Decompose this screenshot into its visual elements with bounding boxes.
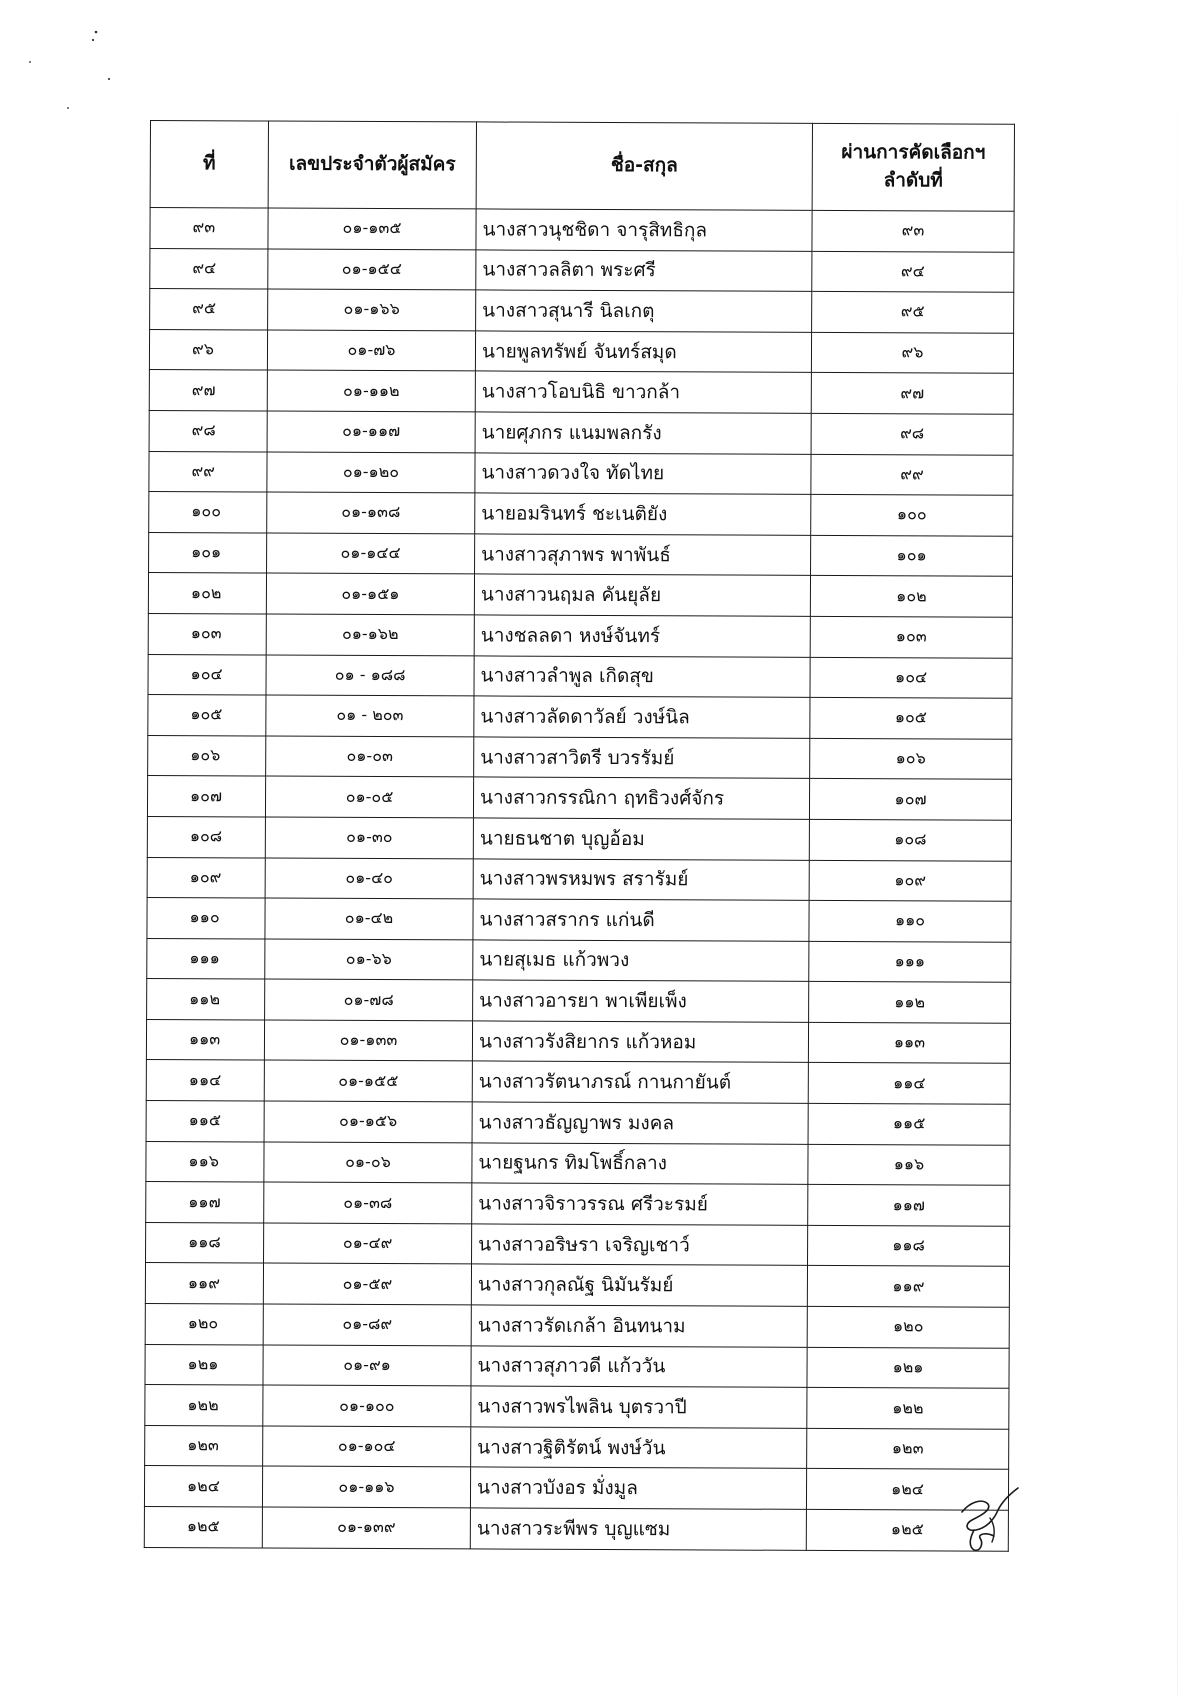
cell-rank: ๑๑๐	[809, 900, 1011, 941]
cell-no: ๑๐๐	[149, 492, 267, 533]
cell-no: ๑๐๒	[148, 573, 266, 614]
cell-applicant-id: ๐๑-๖๖	[265, 939, 473, 981]
cell-no: ๑๒๑	[145, 1344, 263, 1385]
table-row	[150, 248, 1014, 292]
cell-applicant-id: ๐๑-๔๙	[264, 1223, 472, 1265]
cell-rank: ๑๒๕	[806, 1509, 1008, 1550]
table-row	[150, 208, 1014, 252]
table-row	[146, 1222, 1010, 1266]
cell-name: นางสาวสุภาวดี แก้ววัน	[471, 1346, 807, 1388]
table-row	[147, 776, 1011, 820]
results-table	[144, 120, 1015, 1551]
cell-rank: ๑๐๙	[809, 860, 1011, 901]
cell-rank: ๑๑๒	[809, 982, 1011, 1023]
cell-no: ๑๒๔	[144, 1466, 262, 1507]
cell-rank: ๙๓	[812, 210, 1014, 251]
table-row	[147, 898, 1011, 942]
header-name: ชื่อ-สกุล	[476, 122, 812, 210]
cell-rank: ๑๑๑	[809, 941, 1011, 982]
header-no: ที่	[150, 121, 268, 209]
cell-no: ๑๒๕	[144, 1506, 262, 1547]
header-row	[150, 121, 1014, 212]
handwritten-signature-icon	[950, 1484, 1020, 1554]
cell-no: ๑๑๕	[146, 1101, 264, 1142]
table-row	[148, 573, 1012, 617]
table-row	[145, 1344, 1009, 1388]
header-rank-line2: ลำดับที่	[883, 169, 943, 192]
cell-applicant-id: ๐๑-๐๖	[264, 1142, 472, 1184]
cell-no: ๑๑๖	[146, 1141, 264, 1182]
cell-applicant-id: ๐๑-๑๑๗	[267, 411, 475, 453]
cell-rank: ๑๑๕	[808, 1103, 1010, 1144]
cell-applicant-id: ๐๑-๑๓๙	[262, 1507, 470, 1549]
cell-rank: ๑๐๔	[810, 657, 1012, 698]
cell-no: ๑๐๕	[148, 695, 266, 736]
cell-name: นายธนชาต บุญอ้อม	[473, 818, 809, 860]
table-row	[149, 451, 1013, 495]
cell-name: นางสาวระพีพร บุญแซม	[470, 1508, 806, 1550]
cell-applicant-id: ๐๑-๔๒	[265, 898, 473, 940]
cell-applicant-id: ๐๑-๑๐๔	[263, 1426, 471, 1468]
cell-rank: ๑๒๒	[807, 1388, 1009, 1429]
cell-no: ๑๑๐	[147, 898, 265, 939]
cell-name: นางสาวโอบนิธิ ขาวกล้า	[475, 371, 811, 413]
cell-name: นายพูลทรัพย์ จันทร์สมุด	[475, 331, 811, 373]
cell-name: นางสาวบังอร มั่งมูล	[470, 1467, 806, 1509]
cell-no: ๑๐๘	[147, 816, 265, 857]
table-row	[144, 1506, 1008, 1550]
cell-rank: ๑๐๑	[811, 535, 1013, 576]
cell-applicant-id: ๐๑-๑๕๔	[268, 249, 476, 291]
cell-applicant-id: ๐๑-๙๑	[263, 1345, 471, 1387]
cell-no: ๑๑๙	[145, 1263, 263, 1304]
table-row	[146, 1182, 1010, 1226]
cell-applicant-id: ๐๑ - ๑๘๘	[266, 655, 474, 697]
cell-rank: ๑๑๔	[808, 1063, 1010, 1104]
table-row	[149, 492, 1013, 536]
cell-name: นางสาวดวงใจ ทัดไทย	[475, 452, 811, 494]
cell-no: ๑๑๒	[147, 979, 265, 1020]
table-body	[144, 208, 1014, 1551]
cell-rank: ๙๘	[811, 413, 1013, 454]
cell-rank: ๙๙	[811, 454, 1013, 495]
cell-applicant-id: ๐๑-๑๓๕	[268, 208, 476, 250]
cell-rank: ๑๐๘	[809, 819, 1011, 860]
cell-name: นายสุเมธ แก้วพวง	[473, 940, 809, 982]
cell-name: นายศุภกร แนมพลกรัง	[475, 412, 811, 454]
cell-name: นางสาวรัดเกล้า อินทนาม	[471, 1305, 807, 1347]
cell-no: ๑๐๑	[149, 532, 267, 573]
cell-name: นางสาวนุชชิดา จารุสิทธิกุล	[476, 209, 812, 251]
cell-no: ๙๗	[149, 370, 267, 411]
table-row	[149, 329, 1013, 373]
cell-no: ๑๐๙	[147, 857, 265, 898]
scan-edge-shadow	[1177, 0, 1178, 1697]
cell-no: ๑๒๓	[145, 1425, 263, 1466]
cell-applicant-id: ๐๑-๑๐๐	[263, 1385, 471, 1427]
cell-name: นางสาวอารยา พาเพียเพ็ง	[473, 980, 809, 1022]
cell-name: นางสาวลำพูล เกิดสุข	[474, 655, 810, 697]
cell-rank: ๑๑๘	[808, 1225, 1010, 1266]
cell-rank: ๑๑๗	[808, 1185, 1010, 1226]
table-row	[148, 695, 1012, 739]
table-row	[144, 1466, 1008, 1510]
table-row	[145, 1263, 1009, 1307]
cell-rank: ๑๑๓	[808, 1022, 1010, 1063]
cell-name: นางสาวสุภาพร พาพันธ์	[475, 534, 811, 576]
cell-no: ๙๖	[149, 329, 267, 370]
cell-rank: ๙๕	[812, 292, 1014, 333]
cell-rank: ๙๗	[811, 373, 1013, 414]
cell-applicant-id: ๐๑-๑๑๖	[262, 1466, 470, 1508]
header-applicant-id: เลขประจำตัวผู้สมัคร	[268, 121, 476, 209]
cell-applicant-id: ๐๑-๐๓	[266, 736, 474, 778]
cell-name: นางสาวจิราวรรณ ศรีวะรมย์	[472, 1183, 808, 1225]
cell-rank: ๑๐๒	[810, 576, 1012, 617]
cell-rank: ๑๒๔	[806, 1469, 1008, 1510]
table-row	[149, 532, 1013, 576]
table-row	[145, 1425, 1009, 1469]
cell-name: นางสาวธัญญาพร มงคล	[472, 1102, 808, 1144]
table-header	[150, 121, 1014, 212]
cell-no: ๑๑๗	[146, 1182, 264, 1223]
table-row	[146, 1019, 1010, 1063]
cell-no: ๑๑๘	[146, 1222, 264, 1263]
cell-name: นางสาวนฤมล คันยุลัย	[474, 574, 810, 616]
cell-rank: ๑๑๖	[808, 1144, 1010, 1185]
cell-applicant-id: ๐๑-๓๐	[265, 817, 473, 859]
cell-rank: ๑๑๙	[807, 1266, 1009, 1307]
cell-no: ๑๒๐	[145, 1304, 263, 1345]
cell-applicant-id: ๐๑-๑๕๖	[264, 1101, 472, 1143]
cell-no: ๑๐๗	[147, 776, 265, 817]
cell-applicant-id: ๐๑-๑๕๕	[264, 1060, 472, 1102]
cell-applicant-id: ๐๑-๗๖	[267, 330, 475, 372]
cell-applicant-id: ๐๑-๑๑๒	[267, 370, 475, 412]
cell-no: ๙๙	[149, 451, 267, 492]
table-row	[147, 979, 1011, 1023]
cell-rank: ๑๒๐	[807, 1306, 1009, 1347]
cell-name: นางสาวรัตนาภรณ์ กานกายันต์	[472, 1061, 808, 1103]
table-row	[145, 1385, 1009, 1429]
cell-applicant-id: ๐๑-๘๙	[263, 1304, 471, 1346]
cell-name: นางสาวกุลณัฐ นิมันรัมย์	[471, 1264, 807, 1306]
cell-rank: ๑๒๑	[807, 1347, 1009, 1388]
cell-applicant-id: ๐๑-๑๓๓	[264, 1020, 472, 1062]
cell-rank: ๙๖	[811, 332, 1013, 373]
cell-rank: ๑๐๗	[809, 779, 1011, 820]
cell-rank: ๑๐๐	[811, 495, 1013, 536]
table-row	[146, 1141, 1010, 1185]
cell-rank: ๑๐๓	[810, 616, 1012, 657]
cell-no: ๑๒๒	[145, 1385, 263, 1426]
cell-name: นางสาวสุนารี นิลเกตุ	[476, 290, 812, 332]
table-row	[148, 613, 1012, 657]
table-row	[150, 289, 1014, 333]
table-row	[149, 370, 1013, 414]
cell-no: ๙๔	[150, 248, 268, 289]
table-row	[146, 1060, 1010, 1104]
cell-no: ๙๓	[150, 208, 268, 249]
cell-applicant-id: ๐๑-๑๕๑	[266, 573, 474, 615]
cell-name: นางสาวพรหมพร สรารัมย์	[473, 858, 809, 900]
cell-applicant-id: ๐๑-๑๒๐	[267, 452, 475, 494]
cell-no: ๑๑๑	[147, 938, 265, 979]
cell-no: ๙๘	[149, 410, 267, 451]
cell-name: นางสาวลลิตา พระศรี	[476, 250, 812, 292]
table-row	[145, 1304, 1009, 1348]
cell-applicant-id: ๐๑-๑๖๒	[266, 614, 474, 656]
cell-name: นายอมรินทร์ ชะเนติยัง	[475, 493, 811, 535]
cell-applicant-id: ๐๑-๐๕	[265, 776, 473, 818]
cell-rank: ๑๐๕	[810, 698, 1012, 739]
cell-no: ๑๐๖	[148, 735, 266, 776]
cell-name: นางชลลดา หงษ์จันทร์	[474, 615, 810, 657]
cell-applicant-id: ๐๑-๑๓๘	[267, 492, 475, 534]
cell-rank: ๙๔	[812, 251, 1014, 292]
cell-rank: ๑๐๖	[810, 738, 1012, 779]
table-row	[147, 857, 1011, 901]
cell-applicant-id: ๐๑-๗๘	[265, 979, 473, 1021]
results-table-container	[144, 120, 1010, 1551]
cell-applicant-id: ๐๑ - ๒๐๓	[266, 695, 474, 737]
cell-name: นางสาวฐิติรัตน์ พงษ์วัน	[471, 1427, 807, 1469]
cell-name: นายฐนกร ทิมโพธิ์กลาง	[472, 1143, 808, 1185]
cell-name: นางสาวสาวิตรี บวรรัมย์	[474, 737, 810, 779]
cell-rank: ๑๒๓	[807, 1428, 1009, 1469]
header-rank	[812, 123, 1014, 211]
cell-no: ๙๕	[150, 289, 268, 330]
cell-applicant-id: ๐๑-๑๔๔	[267, 533, 475, 575]
cell-applicant-id: ๐๑-๑๖๖	[268, 289, 476, 331]
cell-applicant-id: ๐๑-๔๐	[265, 858, 473, 900]
table-row	[149, 410, 1013, 454]
cell-applicant-id: ๐๑-๓๘	[264, 1182, 472, 1224]
cell-name: นางสาวรังสิยากร แก้วหอม	[472, 1021, 808, 1063]
table-row	[147, 938, 1011, 982]
cell-name: นางสาวสรากร แก่นดี	[473, 899, 809, 941]
cell-no: ๑๑๓	[146, 1019, 264, 1060]
table-row	[146, 1101, 1010, 1145]
cell-applicant-id: ๐๑-๕๙	[263, 1263, 471, 1305]
table-row	[148, 654, 1012, 698]
cell-no: ๑๐๔	[148, 654, 266, 695]
cell-name: นางสาวลัดดาวัลย์ วงษ์นิล	[474, 696, 810, 738]
cell-name: นางสาวกรรณิกา ฤทธิวงศ์จักร	[473, 777, 809, 819]
table-row	[148, 735, 1012, 779]
cell-name: นางสาวพรไพลิน บุตรวาปี	[471, 1386, 807, 1428]
header-rank-line1: ผ่านการคัดเลือกฯ	[841, 141, 986, 165]
cell-no: ๑๐๓	[148, 613, 266, 654]
cell-name: นางสาวอริษรา เจริญเชาว์	[472, 1224, 808, 1266]
cell-no: ๑๑๔	[146, 1060, 264, 1101]
table-row	[147, 816, 1011, 860]
